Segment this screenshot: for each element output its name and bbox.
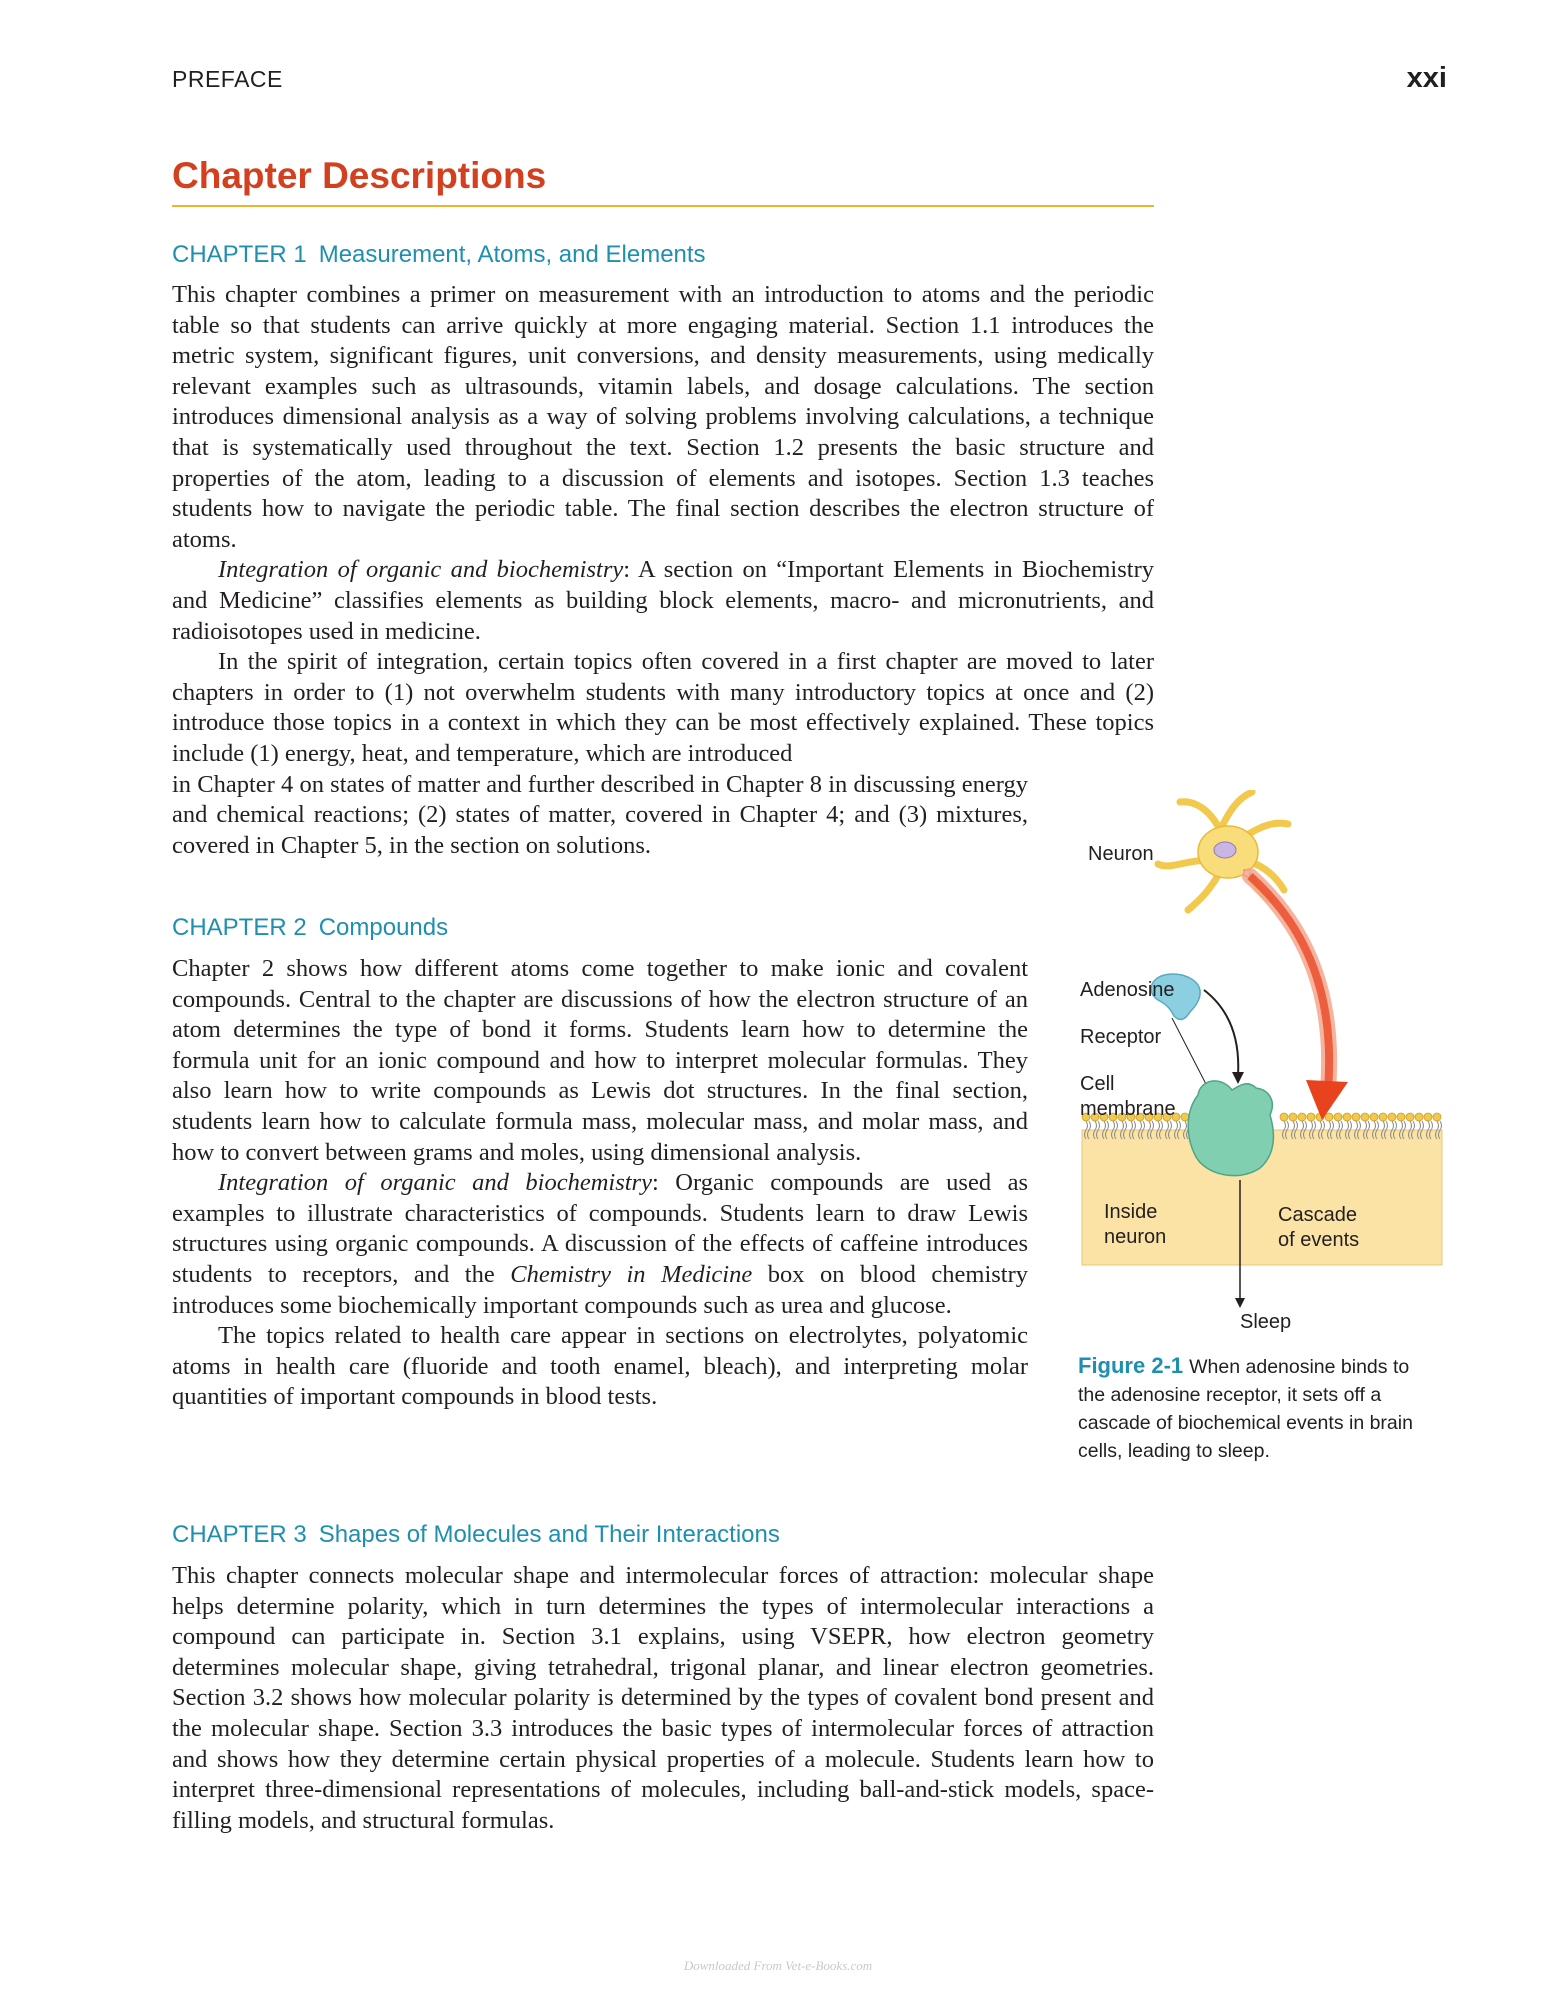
lipid-head (1388, 1113, 1396, 1121)
running-head: PREFACE (172, 66, 283, 92)
lipid-head (1415, 1113, 1423, 1121)
box-title: Chemistry in Medicine (510, 1260, 753, 1288)
lipid-head (1370, 1113, 1378, 1121)
paragraph: In the spirit of integration, certain topics often covered in a first chapter are moved to later chapters in order to (1) not overwhelm students with many introductory topics at once and (2) introduce those topics in a context in which they can be most effectively explained. These topics include (1) energy, heat, and temperature, which are introduced (172, 648, 1154, 767)
chapter-1-heading (172, 241, 706, 269)
label-inside-neuron: Inside neuron (1104, 1201, 1167, 1248)
paragraph-text: box on blood chemistry introduces some biochemically important compounds such as urea and glucose. (172, 1260, 1029, 1319)
figure-number: Figure 2-1 (1078, 1353, 1184, 1378)
lipid-head (1424, 1113, 1432, 1121)
nucleus (1214, 842, 1236, 858)
lipid-head (1406, 1113, 1414, 1121)
paragraph (172, 555, 1154, 647)
label-sleep: Sleep (1240, 1311, 1292, 1333)
integration-lead: Integration of organic and biochemistry (218, 556, 624, 584)
adenosine-figure-illustration (1070, 790, 1470, 1350)
lipid-head (1379, 1113, 1387, 1121)
lipid-head (1433, 1113, 1441, 1121)
caption-text: When adenosine binds to the adenosine receptor, it sets off a cascade of biochemical events in brain cells, leading to sleep. (1078, 1356, 1413, 1462)
lipid-head (1397, 1113, 1405, 1121)
title-rule (172, 205, 1154, 207)
lipid-head (1325, 1113, 1333, 1121)
lipid-head (1289, 1113, 1297, 1121)
figure-caption (1078, 1352, 1428, 1465)
lipid-head (1280, 1113, 1288, 1121)
paragraph: This chapter connects molecular shape and intermolecular forces of attraction: molecular shape helps determine polarity, which in turn determines the types of intermolecular interactions a compound can participate in. Section 3.1 explains, using VSEPR, how electron geometry determines molecular shape, giving tetrahedral, trigonal planar, and linear electron geometries. Section 3.2 shows how molecular polarity is determined by the types of covalent bond present and the molecular shape. Section 3.3 introduces the basic types of intermolecular forces of attraction and shows how they determine certain physical properties of a molecule. Students learn how to interpret three-dimensional representations of molecules, including ball-and-stick models, space-filling models, and structural formulas. (172, 1562, 1154, 1834)
paragraph-text: : Organic compounds are used as examples to illustrate characteristics of compounds. Students learn to draw Lewis structures using organic compounds. A discussion of the effects of caffeine introduces students to receptors, and the (172, 1169, 1028, 1288)
receptor (1188, 1081, 1273, 1176)
lipid-head (1361, 1113, 1369, 1121)
chapter-title: Measurement, Atoms, and Elements (318, 241, 706, 268)
paragraph-continued: in Chapter 4 on states of matter and further described in Chapter 8 in discussing energy and chemical reactions; (2) states of matter, covered in Chapter 4; and (3) mixtures, covered in Chapter 5, in the section on solutions. (172, 770, 1028, 859)
paragraph: This chapter combines a primer on measurement with an introduction to atoms and the periodic table so that students can arrive quickly at more engaging material. Section 1.1 introduces the metric system, significant figures, unit conversions, and density measurements, using medically relevant examples such as ultrasounds, vitamin labels, and dosage calculations. The section introduces dimensional analysis as a way of solving problems involving calculations, a technique that is systematically used throughout the text. Section 1.2 presents the basic structure and properties of the atom, leading to a discussion of elements and isotopes. Section 1.3 teaches students how to navigate the periodic table. The final section describes the electron structure of atoms. (172, 281, 1154, 553)
page-number: xxi (1406, 62, 1447, 94)
chapter-2-body (172, 954, 1028, 1413)
lipid-head (1307, 1113, 1315, 1121)
label-adenosine: Adenosine (1080, 979, 1175, 1001)
label-neuron: Neuron (1088, 843, 1154, 865)
chapter-3-heading (172, 1521, 780, 1549)
paragraph (172, 1168, 1028, 1321)
chapter-number: CHAPTER 2 (172, 914, 307, 941)
section-title: Chapter Descriptions (172, 155, 547, 196)
lipid-head (1298, 1113, 1306, 1121)
label-receptor: Receptor (1080, 1026, 1162, 1048)
chapter-3-body (172, 1561, 1154, 1836)
chapter-1-body (172, 280, 1154, 861)
lipid-head (1343, 1113, 1351, 1121)
chapter-title: Compounds (318, 914, 449, 941)
watermark: Downloaded From Vet-e-Books.com (683, 1958, 873, 1973)
chapter-number: CHAPTER 3 (172, 1521, 307, 1548)
integration-lead: Integration of organic and biochemistry (218, 1169, 652, 1197)
label-cell-membrane: Cell membrane (1080, 1073, 1176, 1120)
label-cascade: Cascade of events (1278, 1204, 1360, 1251)
chapter-title: Shapes of Molecules and Their Interactions (318, 1521, 780, 1548)
lipid-head (1352, 1113, 1360, 1121)
chapter-number: CHAPTER 1 (172, 241, 307, 268)
paragraph: Chapter 2 shows how different atoms come together to make ionic and covalent compounds. Central to the chapter are discussions of how the electron structure of an atom determines the type of bond it forms. Students learn how to determine the formula unit for an ionic compound and how to interpret molecular formulas. They also learn how to write compounds as Lewis dot structures. In the final section, students learn how to calculate formula mass, molecular mass, and molar mass, and how to convert between grams and moles, using dimensional analysis. (172, 955, 1028, 1166)
chapter-2-heading (172, 914, 448, 942)
paragraph-text: : A section on “Important Elements in Biochemistry and Medicine” classifies elements as building block elements, macro- and micronutrients, and radioisotopes used in medicine. (172, 556, 1154, 645)
paragraph: The topics related to health care appear in sections on electrolytes, polyatomic atoms in health care (fluoride and tooth enamel, bleach), and interpreting molar quantities of important compounds in blood tests. (172, 1322, 1028, 1411)
lipid-head (1334, 1113, 1342, 1121)
